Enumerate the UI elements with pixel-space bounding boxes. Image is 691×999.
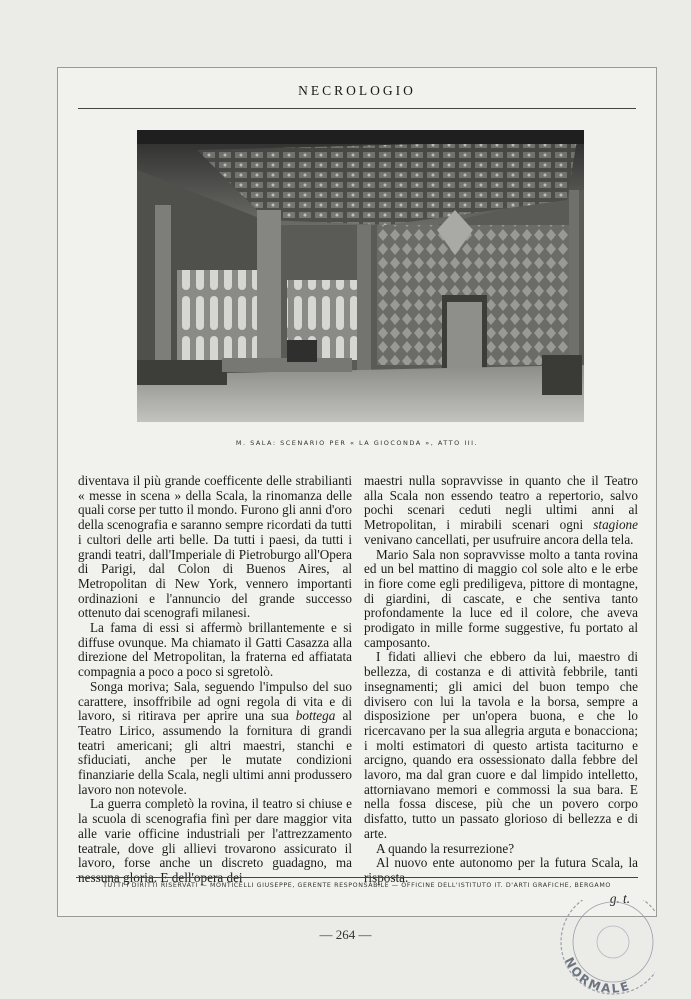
library-stamp	[525, 900, 655, 999]
paragraph: Songa moriva; Sala, seguendo l'impulso del suo carattere, insoffribile ad ogni regola di vita e di lavoro, si ritirava per aprire una sua bottega al Teatro Lirico, assumendo la fornitura di grandi teatri americani; gli altri maestri, stanchi e sfiduciati, anche per le mutate condizioni finanziarie della Scala, negli ultimi anni produssero lavoro non notevole.	[78, 678, 352, 797]
paragraph: maestri nulla sopravvisse in quanto che il Teatro alla Scala non essendo teatro a repertorio, salvo pochi scenari ceduti negli ultimi anni al Metropolitan, i mirabili scenari ogni stagione venivano cancellati, per usufruire ancora della tela.	[364, 473, 638, 547]
footer-rule	[76, 877, 638, 878]
stage-set-photograph	[137, 130, 584, 422]
magazine-page	[57, 67, 657, 917]
paragraph: La guerra completò la rovina, il teatro si chiuse e la scuola di scenografia finì per dare maggior vita alle varie officine industriali per l'attrezzamento teatrale, dove gli allievi trovarono assicurato il lavoro, forse anche un discreto guadagno, ma nessuna gloria. E dell'opera dei	[78, 796, 352, 885]
italic-word: stagione	[593, 517, 638, 533]
paragraph: La fama di essi si affermò brillantemente e si diffuse ovunque. Ma chiamato il Gatti Casazza alla direzione del Metropolitan, la fraterna ed affiatata compagnia a poco a poco si sgretolò.	[78, 620, 352, 680]
svg-text:NORMALE	[562, 955, 632, 996]
paragraph: I fidati allievi che ebbero da lui, maestro di bellezza, di costanza e di attività febbrile, tanti insegnamenti; gli amici del buon tempo che divisero con lui la tavola e la borsa, sempre a disposizione per un'opera buona, e che lo ricercavano per la sua allegria arguta e bonacciona; i molti estimatori di questo artista taciturno e arcigno, quando era ossessionato dalla febbre del lavoro, ma dal gran cuore e dal limpido intelletto, attorniavano memori e commossi la sua bara. E nella fossa discese, più che un povero corpo disfatto, tutto un passato glorioso di bellezza e di arte.	[364, 649, 638, 841]
page-number: — 264 —	[319, 927, 372, 942]
running-head: NECROLOGIO	[298, 83, 416, 98]
italic-word: bottega	[295, 708, 336, 724]
paragraph: Al nuovo ente autonomo per la futura Scala, la risposta.	[364, 855, 638, 885]
paragraph: A quando la resurrezione?	[376, 840, 515, 856]
header-rule	[78, 108, 636, 109]
imprint-line: TUTTI I DIRITTI RISERVATI — MONTICELLI GIUSEPPE, GERENTE RESPONSABILE — OFFICINE DELL'ISTITUTO IT. D'ARTI GRAFICHE, BERGAMO	[103, 882, 611, 889]
right-column	[364, 474, 638, 906]
stamp-text: NORMALE	[561, 955, 633, 996]
left-column	[78, 474, 352, 886]
paragraph: diventava il più grande coefficente delle strabilianti « messe in scena » della Scala, la rinomanza delle quali corse per tutto il mondo. Furono gli anni d'oro della scenografia e saranno sempre ricordati da tutti i cultori delle arti belle. Da tutti i paesi, da tutti i grandi teatri, dall'Imperiale di Pietroburgo all'Opera di Parigi, dal Colon di Buenos Aires, al Metropolitan di New York, vennero importanti ordinazioni e l'annuncio del grande successo ottenuto dai scenografi milanesi.	[78, 473, 352, 621]
author-signature: g. t.	[609, 890, 630, 906]
paragraph: Mario Sala non sopravvisse molto a tanta rovina ed un bel mattino di maggio col sole alto e le erbe in fiore come egli prediligeva, pittore di montagne, di giardini, di cascate, e che sentiva tanto profondamente la luce ed il colore, che aveva prodigato in mille forme suggestive, fu portato al camposanto.	[364, 546, 638, 650]
plate-caption: M. SALA: SCENARIO PER « LA GIOCONDA », ATTO III.	[235, 439, 479, 447]
